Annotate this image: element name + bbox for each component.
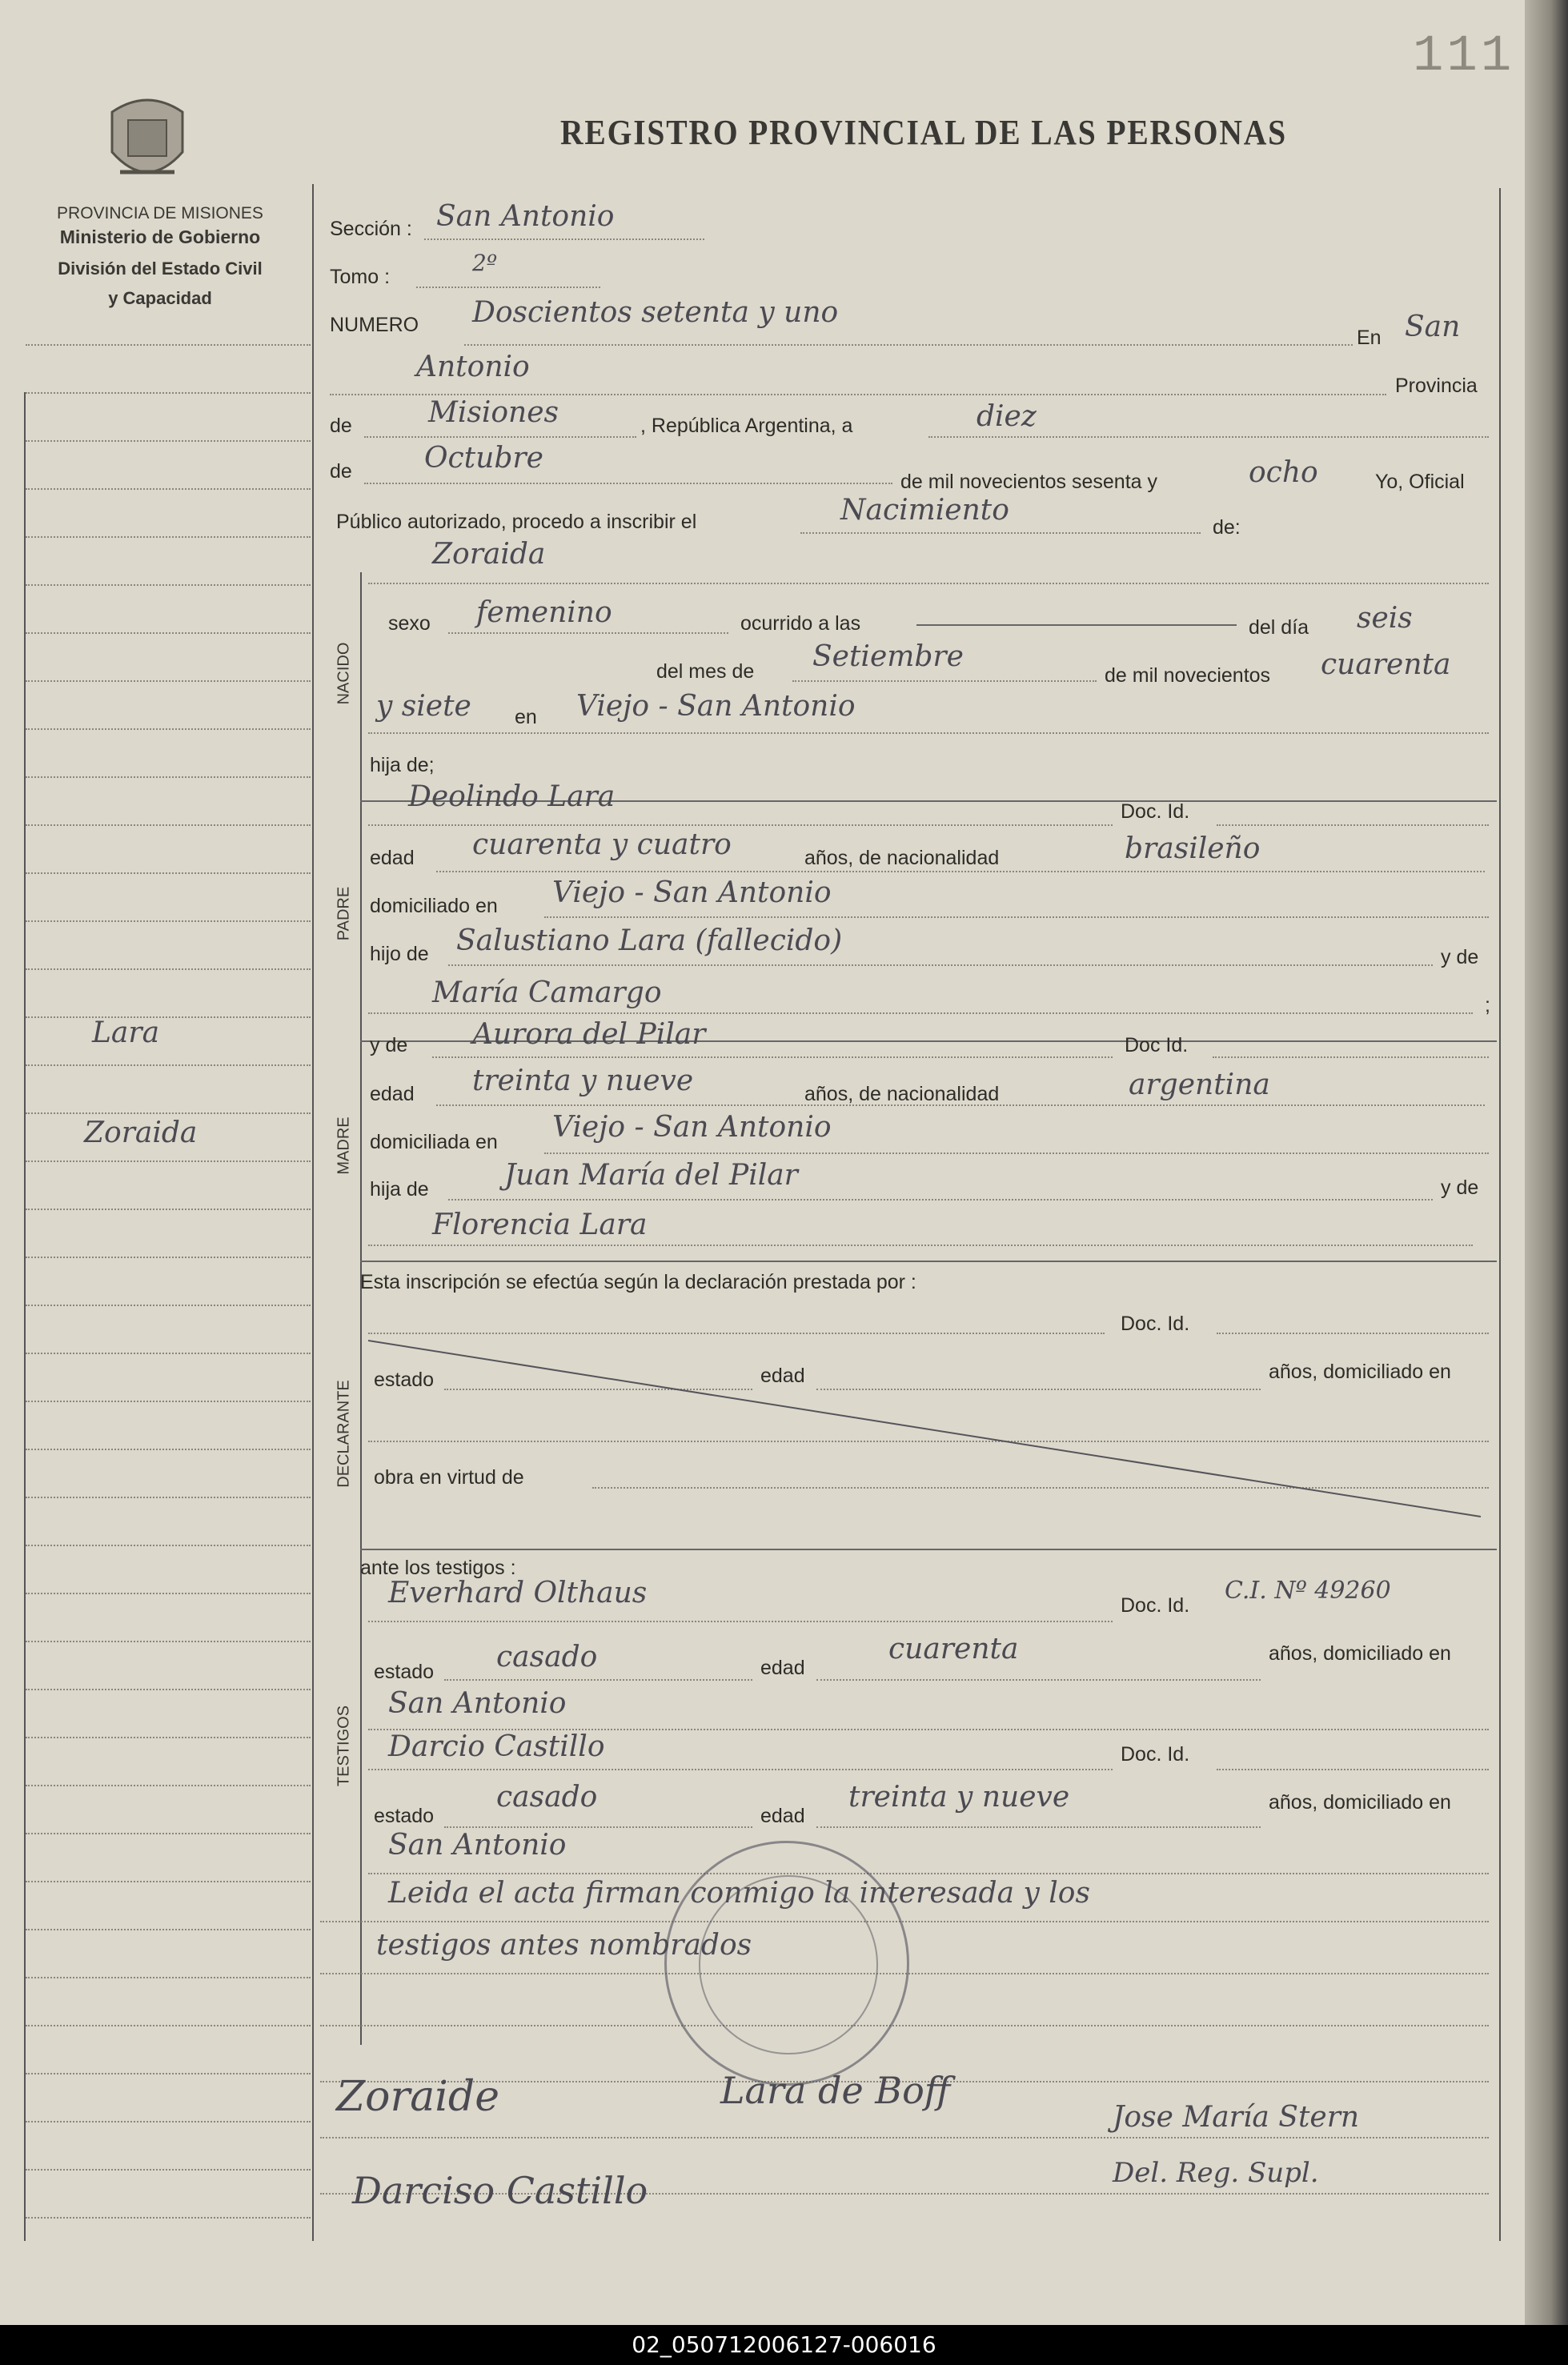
label-declaracion: Esta inscripción se efectúa según la declaración prestada por : — [360, 1271, 916, 1293]
margin-rule — [26, 584, 311, 586]
side-label-madre: MADRE — [335, 1116, 353, 1175]
margin-rule — [26, 488, 311, 490]
page-number: 111 — [1413, 28, 1515, 86]
label-sexo: sexo — [388, 612, 431, 635]
margin-surname: Lara — [92, 1016, 160, 1049]
label-t2-edad: edad — [760, 1805, 805, 1827]
margin-rule — [26, 728, 311, 730]
value-madre-dom: Viejo - San Antonio — [552, 1111, 832, 1144]
margin-rule — [26, 1545, 311, 1546]
label-decl-doc-id: Doc. Id. — [1121, 1313, 1190, 1335]
label-t2-anos-dom: años, domiciliado en — [1269, 1791, 1451, 1814]
label-provincia: Provincia — [1395, 375, 1478, 397]
value-anio-nac-1: cuarenta — [1321, 648, 1451, 681]
value-madre-hija-de: Juan María del Pilar — [504, 1159, 798, 1192]
label-madre-y-de: y de — [1441, 1176, 1479, 1199]
margin-rule — [26, 1064, 311, 1066]
label-ocurrido: ocurrido a las — [740, 612, 861, 635]
book-edge — [1525, 0, 1568, 2325]
value-testigo2-estado: casado — [496, 1781, 598, 1814]
separator-madre — [360, 1261, 1497, 1262]
issuer-line4: y Capacidad — [108, 288, 212, 308]
label-decl-anos-dom: años, domiciliado en — [1269, 1361, 1451, 1383]
value-testigo1: Everhard Olthaus — [388, 1577, 648, 1609]
margin-rule — [26, 440, 311, 442]
value-padre-nombre: Deolindo Lara — [408, 780, 616, 813]
value-testigo1-doc: C.I. Nº 49260 — [1225, 1577, 1391, 1605]
margin-rule — [26, 1209, 311, 1210]
label-seccion: Sección : — [330, 218, 412, 240]
label-en2: en — [515, 706, 537, 728]
value-provincia: Misiones — [428, 396, 559, 429]
section-bracket — [360, 572, 362, 2045]
form-right-border — [1499, 188, 1501, 2241]
declarante-strike-line — [368, 1337, 1489, 1521]
value-seccion: San Antonio — [436, 200, 615, 233]
value-nombre: Zoraida — [432, 538, 546, 571]
margin-given-name: Zoraida — [84, 1116, 198, 1149]
side-label-declarante: DECLARANTE — [335, 1380, 353, 1488]
label-padre-y-de: y de — [1441, 946, 1479, 968]
label-padre-edad: edad — [370, 847, 415, 869]
margin-rule — [26, 632, 311, 634]
margin-rule — [26, 392, 311, 394]
label-tomo: Tomo : — [330, 266, 391, 288]
margin-rule — [26, 536, 311, 538]
margin-rule — [26, 1737, 311, 1738]
label-de-colon: de: — [1213, 516, 1241, 539]
value-cierre-2: testigos antes nombrados — [376, 1929, 752, 1962]
margin-rule — [26, 1593, 311, 1594]
margin-rule — [26, 1641, 311, 1642]
label-ante-testigos: ante los testigos : — [360, 1557, 516, 1579]
value-anio-acta: ocho — [1249, 456, 1318, 489]
margin-rule — [26, 1881, 311, 1882]
value-padre-hijo-de: Salustiano Lara (fallecido) — [456, 924, 843, 957]
page-title: REGISTRO PROVINCIAL DE LAS PERSONAS — [560, 113, 1287, 152]
label-obra: obra en virtud de — [374, 1466, 524, 1489]
margin-divider — [312, 184, 314, 2241]
value-madre-edad: treinta y nueve — [472, 1064, 694, 1097]
value-tipo: Nacimiento — [840, 494, 1009, 527]
margin-rule — [26, 344, 311, 346]
value-testigo1-dom: San Antonio — [388, 1687, 567, 1720]
label-padre-anos-nac: años, de nacionalidad — [804, 847, 1000, 869]
margin-rule — [26, 1160, 311, 1162]
signature-4: Darciso Castillo — [352, 2169, 648, 2212]
value-padre-edad: cuarenta y cuatro — [472, 828, 732, 861]
label-domiciliado-en: domiciliado en — [370, 895, 498, 917]
label-t1-anos-dom: años, domiciliado en — [1269, 1642, 1451, 1665]
label-yo-oficial: Yo, Oficial — [1375, 471, 1465, 493]
margin-rule — [26, 872, 311, 874]
label-t1-doc-id: Doc. Id. — [1121, 1594, 1190, 1617]
signature-3: Jose María Stern — [1113, 2101, 1360, 2134]
side-label-nacido: NACIDO — [335, 642, 353, 705]
value-testigo1-estado: casado — [496, 1641, 598, 1674]
label-t2-estado: estado — [374, 1805, 435, 1827]
value-tomo: 2º — [472, 250, 497, 276]
margin-rule — [26, 2073, 311, 2074]
label-madre-edad: edad — [370, 1083, 415, 1105]
label-madre-anos-nac: años, de nacionalidad — [804, 1083, 1000, 1105]
margin-rule — [26, 776, 311, 778]
value-sexo: femenino — [476, 596, 612, 629]
margin-rule — [26, 824, 311, 826]
separator-declarante — [360, 1549, 1497, 1550]
label-doc-id2: Doc Id. — [1125, 1034, 1189, 1056]
value-madre-nombre: Aurora del Pilar — [472, 1018, 706, 1051]
value-padre-dom: Viejo - San Antonio — [552, 876, 832, 909]
margin-rule — [26, 2121, 311, 2122]
signature-2: Lara de Boff — [720, 2069, 951, 2112]
margin-rule — [26, 1112, 311, 1114]
margin-rule — [26, 1833, 311, 1834]
label-mil-nov: de mil novecientos sesenta y — [900, 471, 1158, 493]
value-en: San — [1405, 311, 1461, 343]
label-semicolon: ; — [1485, 994, 1490, 1016]
value-testigo2-edad: treinta y nueve — [848, 1781, 1070, 1814]
label-publico: Público autorizado, procedo a inscribir el — [336, 511, 697, 533]
margin-rule — [26, 680, 311, 682]
label-madre-hija-de: hija de — [370, 1178, 429, 1201]
margin-rule — [26, 2025, 311, 2026]
margin-rule — [26, 1305, 311, 1306]
label-t1-estado: estado — [374, 1661, 435, 1683]
margin-rule — [26, 1785, 311, 1786]
margin-rule — [26, 1016, 311, 1018]
value-padre-nac: brasileño — [1125, 832, 1261, 865]
value-localidad: Antonio — [416, 351, 530, 383]
margin-rule — [26, 1929, 311, 1930]
value-numero: Doscientos setenta y uno — [472, 296, 839, 329]
label-numero: NUMERO — [330, 314, 419, 336]
label-del-dia: del día — [1249, 616, 1309, 639]
value-anio-nac-2: y siete — [376, 690, 471, 723]
issuer-line3: División del Estado Civil — [58, 259, 263, 279]
signature-5: Del. Reg. Supl. — [1113, 2157, 1319, 2189]
label-decl-edad: edad — [760, 1365, 805, 1387]
margin-rule — [26, 1689, 311, 1690]
label-de2: de — [330, 460, 352, 483]
margin-rule — [26, 1401, 311, 1402]
margin-rule — [26, 1257, 311, 1258]
label-decl-estado: estado — [374, 1369, 435, 1391]
value-mes-acta: Octubre — [424, 442, 543, 475]
label-hija-de: hija de; — [370, 754, 435, 776]
margin-rule — [26, 1977, 311, 1978]
value-testigo1-edad: cuarenta — [888, 1633, 1019, 1666]
coat-of-arms-seal — [104, 88, 190, 192]
side-label-testigos: TESTIGOS — [335, 1705, 353, 1787]
label-de-mil-nov: de mil novecientos — [1105, 664, 1271, 687]
value-dia-acta: diez — [976, 400, 1037, 433]
value-cierre-1: Leida el acta firman conmigo la interesada y los — [388, 1877, 1090, 1910]
label-republica: , República Argentina, a — [640, 415, 853, 437]
margin-left-line — [24, 392, 26, 2241]
value-mes-nac: Setiembre — [812, 640, 964, 673]
file-id-footer: 02_050712006127-006016 — [0, 2325, 1568, 2365]
label-doc-id: Doc. Id. — [1121, 800, 1190, 823]
label-en: En — [1357, 327, 1382, 349]
issuer-line2: Ministerio de Gobierno — [59, 226, 261, 247]
label-t1-edad: edad — [760, 1657, 805, 1679]
margin-rule — [26, 1353, 311, 1354]
label-de: de — [330, 415, 352, 437]
margin-rule — [26, 920, 311, 922]
value-padre-madre: María Camargo — [432, 976, 662, 1009]
side-label-padre: PADRE — [335, 886, 353, 941]
value-testigo2: Darcio Castillo — [388, 1730, 605, 1763]
margin-rule — [26, 1497, 311, 1498]
value-madre-madre: Florencia Lara — [432, 1209, 648, 1241]
value-madre-nac: argentina — [1129, 1068, 1270, 1101]
official-round-stamp — [664, 1841, 909, 2086]
issuer-line1: PROVINCIA DE MISIONES — [57, 204, 263, 222]
label-y-de-madre: y de — [370, 1034, 408, 1056]
margin-rule — [26, 968, 311, 970]
label-t2-doc-id: Doc. Id. — [1121, 1743, 1190, 1766]
margin-rule — [26, 2169, 311, 2171]
label-domiciliada-en: domiciliada en — [370, 1131, 498, 1153]
value-lugar-nac: Viejo - San Antonio — [576, 690, 856, 723]
value-testigo2-dom: San Antonio — [388, 1829, 567, 1862]
label-del-mes: del mes de — [656, 660, 755, 683]
margin-rule — [26, 1449, 311, 1450]
margin-rule — [26, 2217, 311, 2219]
signature-1: Zoraide — [336, 2073, 499, 2121]
label-hijo-de: hijo de — [370, 943, 429, 965]
value-dia-nac: seis — [1357, 602, 1413, 635]
